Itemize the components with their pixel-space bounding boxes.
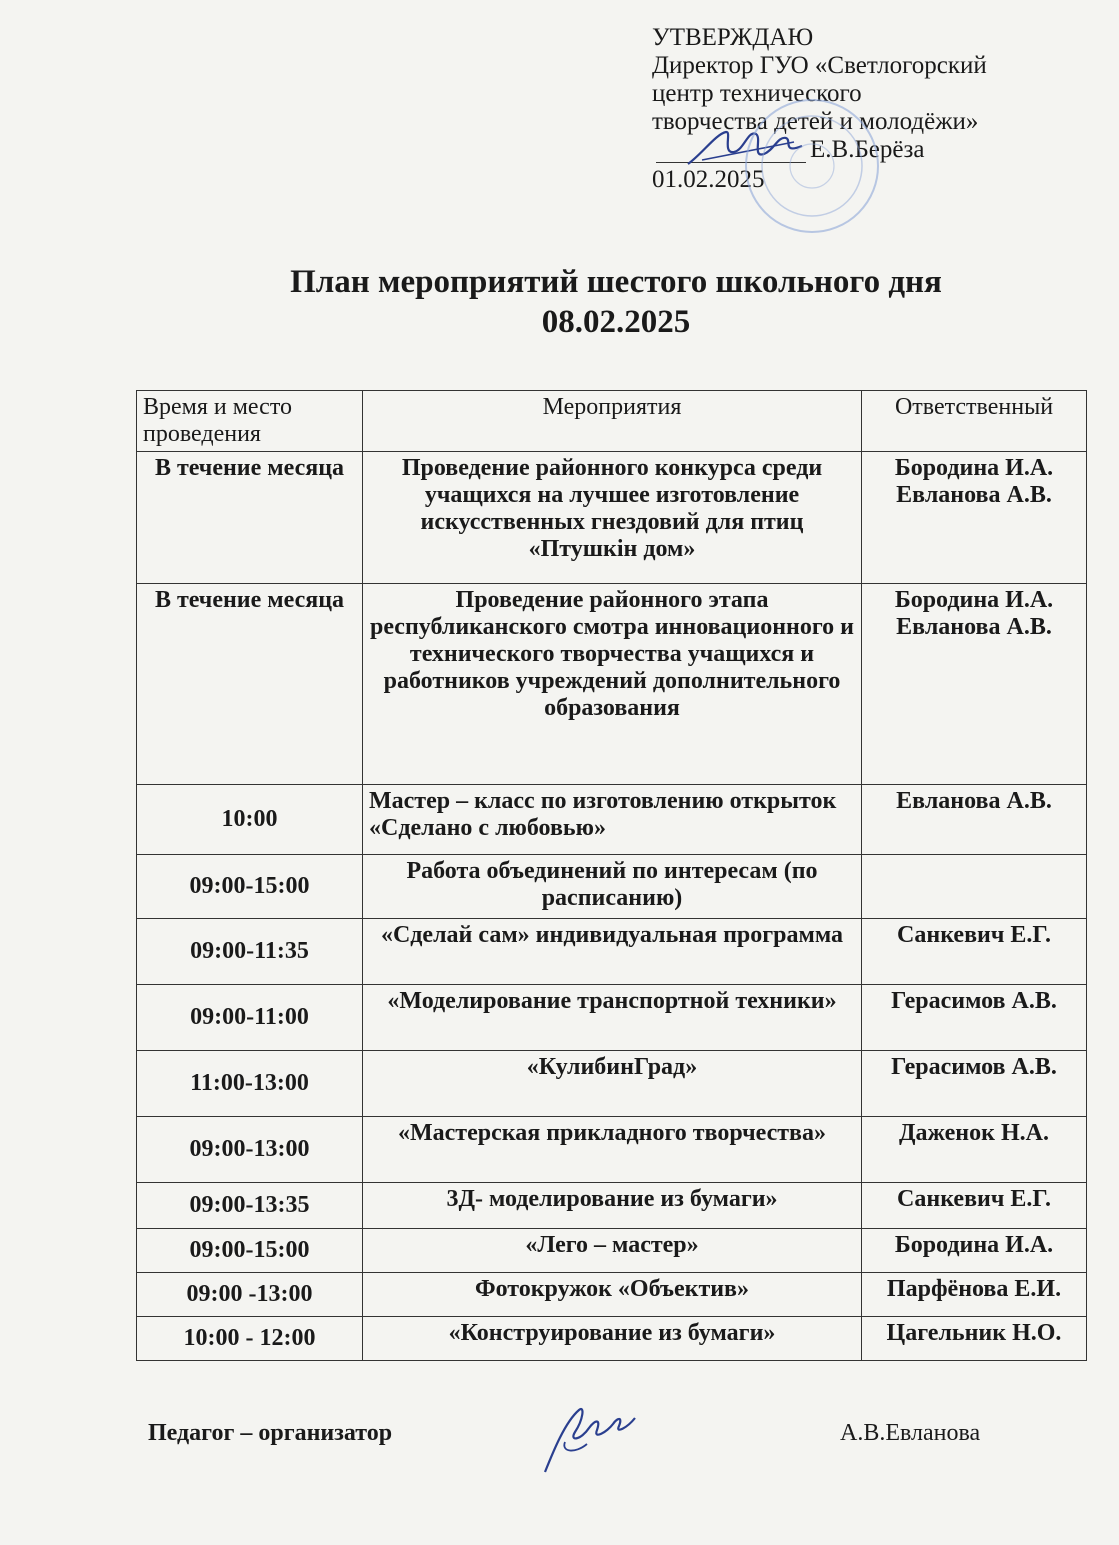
row-time: 11:00-13:00: [137, 1051, 363, 1117]
row-responsible: Санкевич Е.Г.: [862, 919, 1087, 985]
table-header-row: [137, 391, 1087, 452]
table-row: [137, 1051, 1087, 1117]
table-row: [137, 785, 1087, 855]
row-time: 09:00-15:00: [137, 1229, 363, 1273]
row-event: Мастер – класс по изготовлению открыток «Сделано с любовью»: [363, 785, 862, 855]
events-table: [136, 390, 1087, 1361]
footer-role: Педагог – организатор: [148, 1420, 393, 1446]
row-responsible: Даженок Н.А.: [862, 1117, 1087, 1183]
organizer-signature-icon: [535, 1392, 645, 1482]
row-time: 09:00-11:00: [137, 985, 363, 1051]
footer-name: А.В.Евланова: [840, 1420, 981, 1446]
approval-date: 01.02.2025: [652, 166, 765, 193]
row-time: 09:00 -13:00: [137, 1273, 363, 1317]
row-responsible: Евланова А.В.: [862, 785, 1087, 855]
table-row: [137, 855, 1087, 919]
row-time: 10:00: [137, 785, 363, 855]
row-event: Работа объединений по интересам (по расписанию): [363, 855, 862, 919]
row-responsible: Бородина И.А. Евланова А.В.: [862, 452, 1087, 584]
row-event: «Конструирование из бумаги»: [363, 1317, 862, 1361]
row-event: Проведение районного конкурса среди учащихся на лучшее изготовление искусственных гнездовий для птиц «Птушкін дом»: [363, 452, 862, 584]
title-date: 08.02.2025: [541, 304, 691, 340]
table-row: [137, 1317, 1087, 1361]
row-responsible: Санкевич Е.Г.: [862, 1183, 1087, 1229]
row-time: 09:00-13:35: [137, 1183, 363, 1229]
row-event: Проведение районного этапа республиканского смотра инновационного и технического творчества учащихся и работников учреждений дополнительного образования: [363, 584, 862, 785]
row-responsible: Цагельник Н.О.: [862, 1317, 1087, 1361]
row-time: 09:00-11:35: [137, 919, 363, 985]
approval-line-3: творчества детей и молодёжи»: [652, 108, 979, 135]
row-time: 09:00-13:00: [137, 1117, 363, 1183]
row-event: «Моделирование транспортной техники»: [363, 985, 862, 1051]
table-row: [137, 584, 1087, 785]
table-row: [137, 985, 1087, 1051]
approval-signer: Е.В.Берёза: [810, 136, 925, 163]
table-row: [137, 1273, 1087, 1317]
row-responsible: Герасимов А.В.: [862, 1051, 1087, 1117]
row-responsible: Бородина И.А. Евланова А.В.: [862, 584, 1087, 785]
title-line-1: План мероприятий шестого школьного дня: [290, 264, 942, 300]
row-time: 10:00 - 12:00: [137, 1317, 363, 1361]
row-responsible: [862, 855, 1087, 919]
row-event: 3Д- моделирование из бумаги»: [363, 1183, 862, 1229]
table-row: [137, 1229, 1087, 1273]
row-responsible: Парфёнова Е.И.: [862, 1273, 1087, 1317]
row-event: «Сделай сам» индивидуальная программа: [363, 919, 862, 985]
table-row: [137, 1117, 1087, 1183]
table-row: [137, 919, 1087, 985]
table-row: [137, 1183, 1087, 1229]
table-row: [137, 452, 1087, 584]
approval-line-2: центр технического: [652, 80, 862, 107]
row-responsible: Герасимов А.В.: [862, 985, 1087, 1051]
row-time: 09:00-15:00: [137, 855, 363, 919]
document-title: [0, 262, 1119, 342]
header-event: Мероприятия: [363, 391, 862, 452]
row-time: В течение месяца: [137, 584, 363, 785]
stamp-icon: [742, 96, 882, 236]
approval-heading: УТВЕРЖДАЮ: [652, 24, 814, 51]
row-event: Фотокружок «Объектив»: [363, 1273, 862, 1317]
row-responsible: Бородина И.А.: [862, 1229, 1087, 1273]
row-event: «КулибинГрад»: [363, 1051, 862, 1117]
approval-line-1: Директор ГУО «Светлогорский: [652, 52, 987, 79]
row-event: «Лего – мастер»: [363, 1229, 862, 1273]
header-time: Время и место проведения: [137, 391, 363, 452]
row-event: «Мастерская прикладного творчества»: [363, 1117, 862, 1183]
row-time: В течение месяца: [137, 452, 363, 584]
header-responsible: Ответственный: [862, 391, 1087, 452]
